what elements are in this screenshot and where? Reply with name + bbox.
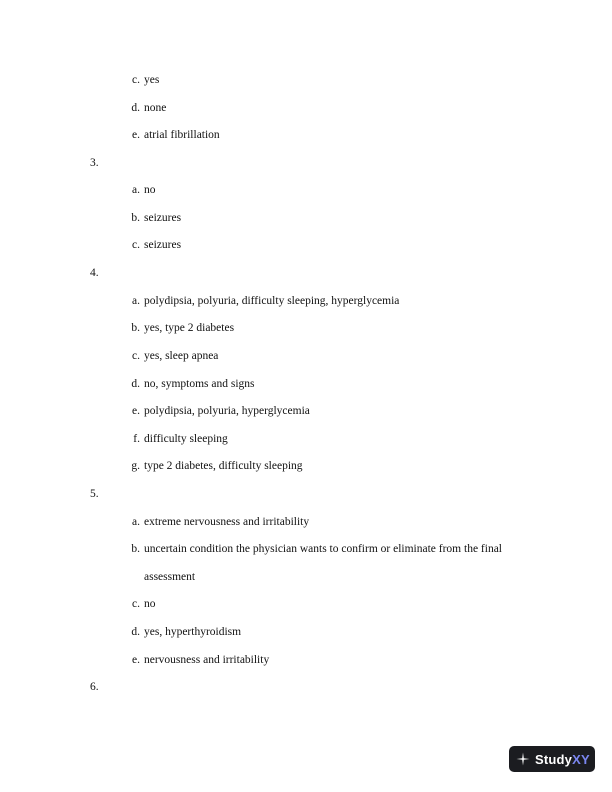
answer-text: yes, hyperthyroidism bbox=[144, 626, 242, 638]
answer-text: none bbox=[144, 102, 167, 114]
answer-label: g. bbox=[131, 460, 140, 472]
answer-label: c. bbox=[132, 74, 140, 86]
answer-label: d. bbox=[131, 378, 140, 390]
answer-label: c. bbox=[132, 239, 140, 251]
answer-text: difficulty sleeping bbox=[144, 433, 228, 445]
answer-text: no, symptoms and signs bbox=[144, 378, 255, 390]
studyxy-badge[interactable] bbox=[509, 746, 595, 772]
answer-label: a. bbox=[132, 516, 140, 528]
answer-label: b. bbox=[131, 543, 140, 555]
sparkle-plus-icon bbox=[516, 752, 530, 766]
answer-label: e. bbox=[132, 405, 140, 417]
answer-label: e. bbox=[132, 129, 140, 141]
answer-text: atrial fibrillation bbox=[144, 129, 220, 141]
answer-label: e. bbox=[132, 654, 140, 666]
answer-label: d. bbox=[131, 102, 140, 114]
answer-text-continuation: assessment bbox=[144, 571, 196, 583]
answer-label: d. bbox=[131, 626, 140, 638]
question-number: 3. bbox=[90, 157, 99, 169]
answer-text: polydipsia, polyuria, hyperglycemia bbox=[144, 405, 310, 417]
question-number: 5. bbox=[90, 488, 99, 500]
answer-label: c. bbox=[132, 598, 140, 610]
answer-text: seizures bbox=[144, 239, 182, 251]
answer-text: yes, type 2 diabetes bbox=[144, 322, 235, 334]
answer-label: b. bbox=[131, 322, 140, 334]
answer-text: extreme nervousness and irritability bbox=[144, 516, 310, 528]
answer-text: polydipsia, polyuria, difficulty sleeping, hyperglycemia bbox=[144, 295, 400, 307]
answer-text: uncertain condition the physician wants to confirm or eliminate from the final bbox=[144, 543, 502, 555]
answer-text: type 2 diabetes, difficulty sleeping bbox=[144, 460, 303, 472]
answer-text: nervousness and irritability bbox=[144, 654, 270, 666]
answer-text: seizures bbox=[144, 212, 182, 224]
answer-text: yes bbox=[144, 74, 160, 86]
brand-name: StudyXY bbox=[535, 751, 590, 767]
answer-label: b. bbox=[131, 212, 140, 224]
answer-label: a. bbox=[132, 295, 140, 307]
answer-label: c. bbox=[132, 350, 140, 362]
answer-label: f. bbox=[133, 433, 140, 445]
answer-text: yes, sleep apnea bbox=[144, 350, 219, 362]
question-number: 6. bbox=[90, 681, 99, 693]
answer-text: no bbox=[144, 598, 156, 610]
answer-label: a. bbox=[132, 184, 140, 196]
question-number: 4. bbox=[90, 267, 99, 279]
answer-text: no bbox=[144, 184, 156, 196]
